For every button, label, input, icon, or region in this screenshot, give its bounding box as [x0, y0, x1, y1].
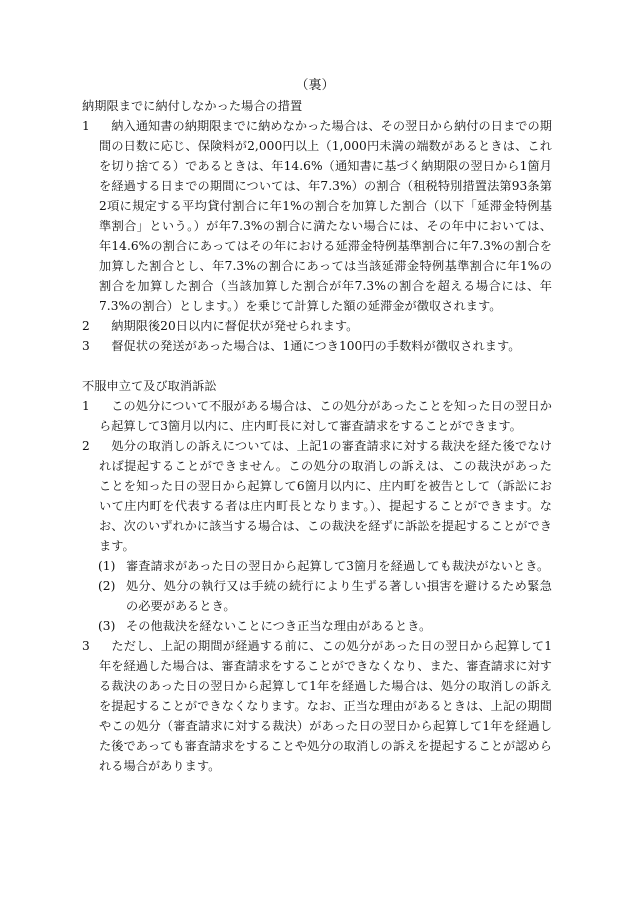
item-text: 納入通知書の納期限までに納めなかった場合は、その翌日から納付の日までの期間の日数に応じ、保険料が2,000円以上（1,000円未満の端数があるときは、これを切り捨てる）であるときは、年14.6%（通知書に基づく納期限の翌日から1箇月を経過する日までの期間については、年7.3%）の割合（租税特別措置法第93条第2項に規定する平均貸付割合に年1%の割合を加算した割合（以下「延滞金特例基準割合」という。）が年7.3%の割合に満たない場合には、その年中においては、年14.6%の割合にあってはその年における延滞金特例基準割合に年7.3%の割合を加算した割合とし、年7.3%の割合にあっては当該延滞金特例基準割合に年1%の割合を加算した割合（当該加算した割合が年7.3%の割合を超える場合には、年7.3%の割合）とします。）を乗じて計算した額の延滞金が徴収されます。 [99, 119, 552, 313]
subitem-number: (2) [98, 579, 116, 593]
item-number: 3 [82, 639, 90, 653]
late-payment-item-3 [82, 336, 552, 356]
appeal-subitem-1 [82, 556, 552, 576]
appeal-subitem-3 [82, 616, 552, 636]
subitem-text: 処分、処分の執行又は手続の続行により生ずる著しい損害を避けるため緊急の必要があるとき。 [126, 579, 552, 613]
subitem-text: その他裁決を経ないことにつき正当な理由があるとき。 [126, 619, 432, 633]
item-text: ただし、上記の期間が経過する前に、この処分があった日の翌日から起算して1年を経過した場合は、審査請求をすることができなくなり、また、審査請求に対する裁決のあった日の翌日から起算して1年を経過した場合は、処分の取消しの訴えを提起することができなくなります。なお、正当な理由があるときは、上記の期間やこの処分（審査請求に対する裁決）があった日の翌日から起算して1年を経過した後であっても審査請求をすることや処分の取消しの訴えを提起することが認められる場合があります。 [99, 639, 552, 773]
late-payment-item-2 [82, 316, 552, 336]
item-number: 2 [82, 439, 90, 453]
item-number: 3 [82, 339, 90, 353]
item-number: 1 [82, 119, 90, 133]
appeal-item-3 [82, 636, 552, 776]
item-text: 督促状の発送があった場合は、1通につき100円の手数料が徴収されます。 [99, 339, 521, 353]
item-text: この処分について不服がある場合は、この処分があったことを知った日の翌日から起算して3箇月以内に、庄内町長に対して審査請求をすることができます。 [99, 399, 552, 433]
appeal-item-1 [82, 396, 552, 436]
subitem-text: 審査請求があった日の翌日から起算して3箇月を経過しても裁決がないとき。 [126, 559, 550, 573]
appeal-item-2 [82, 436, 552, 556]
section-title-appeal: 不服申立て及び取消訴訟 [82, 379, 217, 393]
section-title-late-payment: 納期限までに納付しなかった場合の措置 [82, 99, 303, 113]
late-payment-item-1 [82, 116, 552, 316]
item-number: 1 [82, 399, 90, 413]
page-header-reverse-side: （裏） [295, 78, 335, 93]
section-gap [82, 356, 552, 376]
item-number: 2 [82, 319, 90, 333]
subitem-number: (3) [98, 619, 116, 633]
document-body [82, 96, 552, 776]
subitem-number: (1) [98, 559, 116, 573]
item-text: 納期限後20日以内に督促状が発せられます。 [99, 319, 359, 333]
appeal-subitem-2 [82, 576, 552, 616]
item-text: 処分の取消しの訴えについては、上記1の審査請求に対する裁決を経た後でなければ提起することができません。この処分の取消しの訴えは、この裁決があったことを知った日の翌日から起算して6箇月以内に、庄内町を被告として（訴訟において庄内町を代表する者は庄内町長となります。）、提起することができます。なお、次のいずれかに該当する場合は、この裁決を経ずに訴訟を提起することができます。 [99, 439, 552, 553]
